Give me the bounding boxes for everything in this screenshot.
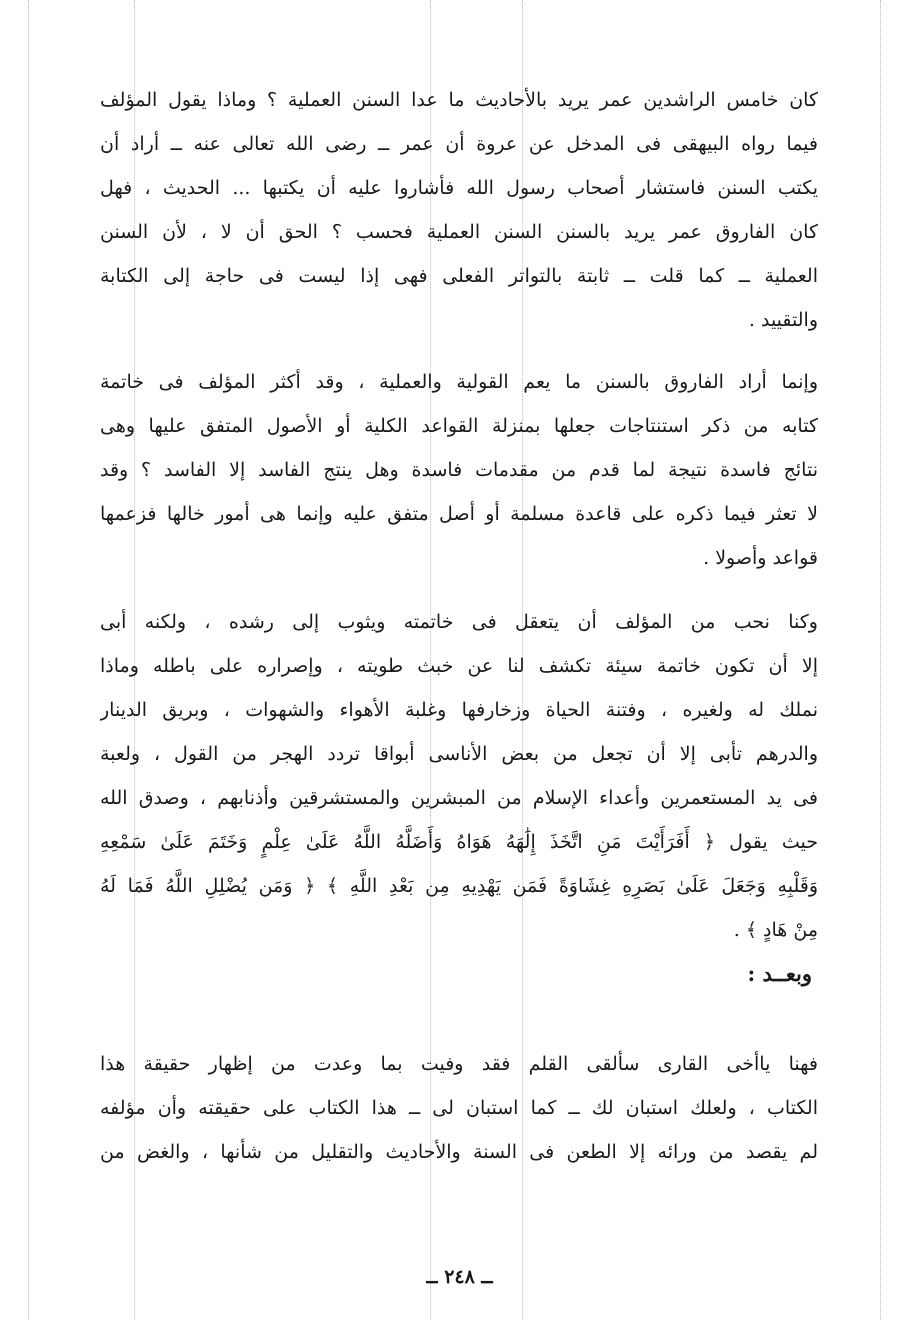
- text-line: العملية ــ كما قلت ــ ثابتة بالتواتر الفعلى فهى إذا ليست فى حاجة إلى الكتابة: [100, 265, 818, 287]
- text-line: كان خامس الراشدين عمر يريد بالأحاديث ما عدا السنن العملية ؟ وماذا يقول المؤلف: [100, 89, 818, 111]
- text-line: لم يقصد من ورائه إلا الطعن فى السنة والأحاديث والتقليل من شأنها ، والغض من: [100, 1141, 818, 1163]
- paragraph-2: [100, 360, 818, 580]
- text-line: كان الفاروق عمر يريد بالسنن السنن العملية فحسب ؟ الحق أن لا ، لأن السنن: [100, 221, 818, 243]
- paragraph-1: [100, 78, 818, 342]
- section-heading: وبعــد :: [747, 961, 812, 986]
- text-line: نملك له ولغيره ، وفتنة الحياة وزخارفها وغلبة الأهواء والشهوات ، وبريق الدينار: [100, 699, 818, 721]
- text-line: وكنا نحب من المؤلف أن يتعقل فى خاتمته ويثوب إلى رشده ، ولكنه أبى: [100, 611, 818, 633]
- text-line: قواعد وأصولا .: [703, 547, 818, 569]
- paragraph-3: [100, 600, 818, 952]
- scan-guide-line: [880, 0, 881, 1320]
- text-line: فهنا ياأخى القارى سألقى القلم فقد وفيت بما وعدت من إظهار حقيقة هذا: [100, 1053, 818, 1075]
- text-line: لا تعثر فيما ذكره على قاعدة مسلمة أو أصل متفق عليه وإنما هى أمور خالها فزعمها: [100, 503, 818, 525]
- page-number: ــ ٢٤٨ ــ: [426, 1266, 493, 1288]
- paragraph-gap: [100, 996, 818, 1042]
- scan-guide-line: [28, 0, 29, 1320]
- paragraph-gap: [100, 342, 818, 360]
- quran-verse-line: مِنْ هَادٍ ﴾ .: [733, 919, 818, 941]
- text-line: إلا أن تكون خاتمة سيئة تكشف لنا عن خبث طويته ، وإصراره على باطله وماذا: [100, 655, 818, 677]
- quran-verse-line: وَقَلْبِهِ وَجَعَلَ عَلَىٰ بَصَرِهِ غِشَاوَةً فَمَن يَهْدِيهِ مِن بَعْدِ اللَّهِ ﴾ ﴿ وَمَن يُضْلِلِ اللَّهُ فَمَا لَهُ: [100, 875, 818, 897]
- text-line: الكتاب ، ولعلك استبان لك ــ كما استبان لى ــ هذا الكتاب على حقيقته وأن مؤلفه: [100, 1097, 818, 1119]
- page-body: [100, 78, 818, 1174]
- text-line: وإنما أراد الفاروق بالسنن ما يعم القولية والعملية ، وقد أكثر المؤلف فى خاتمة: [100, 371, 818, 393]
- paragraph-gap: [100, 580, 818, 600]
- text-line: يكتب السنن فاستشار أصحاب رسول الله فأشاروا عليه أن يكتبها ... الحديث ، فهل: [100, 177, 818, 199]
- text-line: والدرهم تأبى إلا أن تجعل من بعض الأناسى أبواقا تردد الهجر من القول ، ولعبة: [100, 743, 818, 765]
- text-line: والتقييد .: [748, 309, 818, 331]
- text-line: فيما رواه البيهقى فى المدخل عن عروة أن عمر ــ رضى الله تعالى عنه ــ أراد أن: [100, 133, 818, 155]
- text-line: كتابه من ذكر استنتاجات جعلها بمنزلة القواعد الكلية أو الأصول المتفق عليها وهى: [100, 415, 818, 437]
- text-line: فى يد المستعمرين وأعداء الإسلام من المبشرين والمستشرقين وأذنابهم ، وصدق الله: [100, 787, 818, 809]
- text-line: نتائج فاسدة نتيجة لما قدم من مقدمات فاسدة وهل ينتج الفاسد إلا الفاسد ؟ وقد: [100, 459, 818, 481]
- closing-paragraph: [100, 1042, 818, 1174]
- quran-verse-line: حيث يقول ﴿ أَفَرَأَيْتَ مَنِ اتَّخَذَ إِلَٰهَهُ هَوَاهُ وَأَضَلَّهُ اللَّهُ عَلَىٰ عِلْمٍ وَخَتَمَ عَلَىٰ سَمْعِهِ: [100, 831, 818, 853]
